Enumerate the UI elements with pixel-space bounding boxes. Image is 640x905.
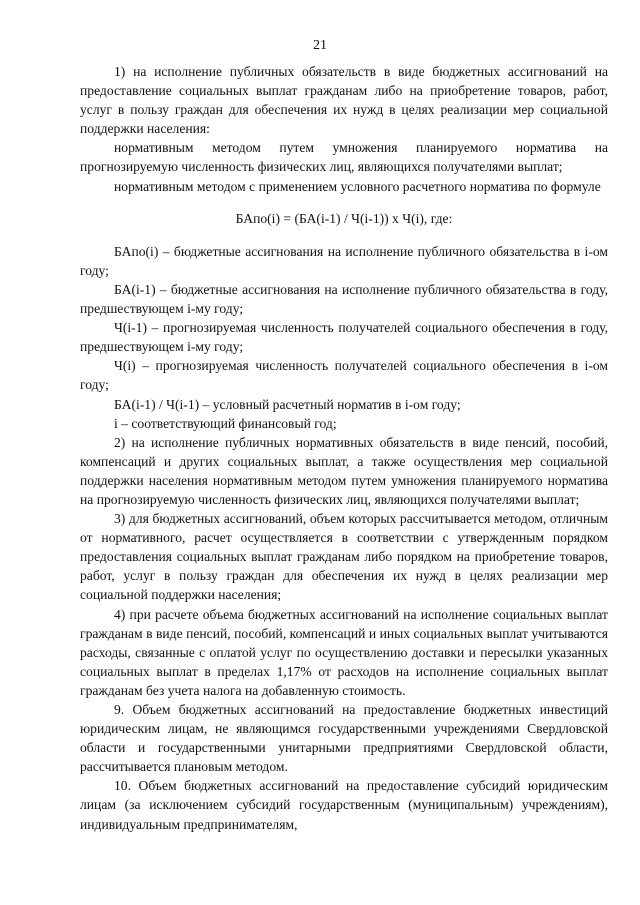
paragraph-item-3: 3) для бюджетных ассигнований, объем которых рассчитывается методом, отличным от нормативного, расчет осуществляется в соответствии с утвержденным порядком предоставления социальных выплат гражданам либо порядком на приобретение товаров, работ, услуг в пользу граждан для обеспечения их нужд в целях реализации мер социальной поддержки населения; <box>80 511 608 603</box>
definition-i: i – соответствующий финансовый год; <box>114 415 337 431</box>
paragraph-section-9: 9. Объем бюджетных ассигнований на предоставление бюджетных инвестиций юридическим лицам, не являющимся государственными учреждениями Свердловской области и государственными унитарными предприятиями Свердловской области, рассчитывается плановым методом. <box>80 702 608 775</box>
definition-norm: БА(i-1) / Ч(i-1) – условный расчетный норматив в i-ом году; <box>114 396 461 412</box>
document-body <box>80 62 608 834</box>
paragraph-item-4: 4) при расчете объема бюджетных ассигнований на исполнение социальных выплат гражданам в виде пенсий, пособий, компенсаций и иных социальных выплат учитываются расходы, связанные с оплатой услуг по осуществлению доставки и пересылки указанных социальных выплат в пределах 1,17% от расходов на исполнение социальных выплат гражданам без учета налога на добавленную стоимость. <box>80 606 608 698</box>
definition-ba-prev: БА(i-1) – бюджетные ассигнования на исполнение публичного обязательства в году, предшествующем i-му году; <box>80 281 608 317</box>
paragraph-item-2: 2) на исполнение публичных нормативных обязательств в виде пенсий, пособий, компенсаций и других социальных выплат, а также осуществления мер социальной поддержки населения нормативным методом путем умножения планируемого норматива на прогнозируемую численность физических лиц, являющихся получателями выплат; <box>80 434 608 507</box>
definition-bapo: БАпо(i) – бюджетные ассигнования на исполнение публичного обязательства в i-ом году; <box>80 243 608 278</box>
definition-ch-prev: Ч(i-1) – прогнозируемая численность получателей социального обеспечения в году, предшествующем i-му году; <box>80 320 608 355</box>
paragraph-item-1: 1) на исполнение публичных обязательств в виде бюджетных ассигнований на предоставление социальных выплат гражданам либо на приобретение товаров, работ, услуг в пользу граждан для обеспечения их нужд в целях реализации мер социальной поддержки населения: <box>80 64 608 137</box>
formula: БАпо(i) = (БА(i-1) / Ч(i-1)) x Ч(i), где: <box>235 210 453 226</box>
paragraph-conditional-norm: нормативным методом с применением условного расчетного норматива по формуле <box>114 178 601 194</box>
paragraph-normative-method: нормативным методом путем умножения планируемого норматива на прогнозируемую численность физических лиц, являющихся получателями выплат; <box>80 140 608 175</box>
paragraph-section-10: 10. Объем бюджетных ассигнований на предоставление субсидий юридическим лицам (за исключением субсидий государственным (муниципальным) учреждениям), индивидуальным предпринимателям, <box>80 778 608 832</box>
definition-ch: Ч(i) – прогнозируемая численность получателей социального обеспечения в i-ом году; <box>80 358 608 393</box>
page-number: 21 <box>313 38 327 53</box>
